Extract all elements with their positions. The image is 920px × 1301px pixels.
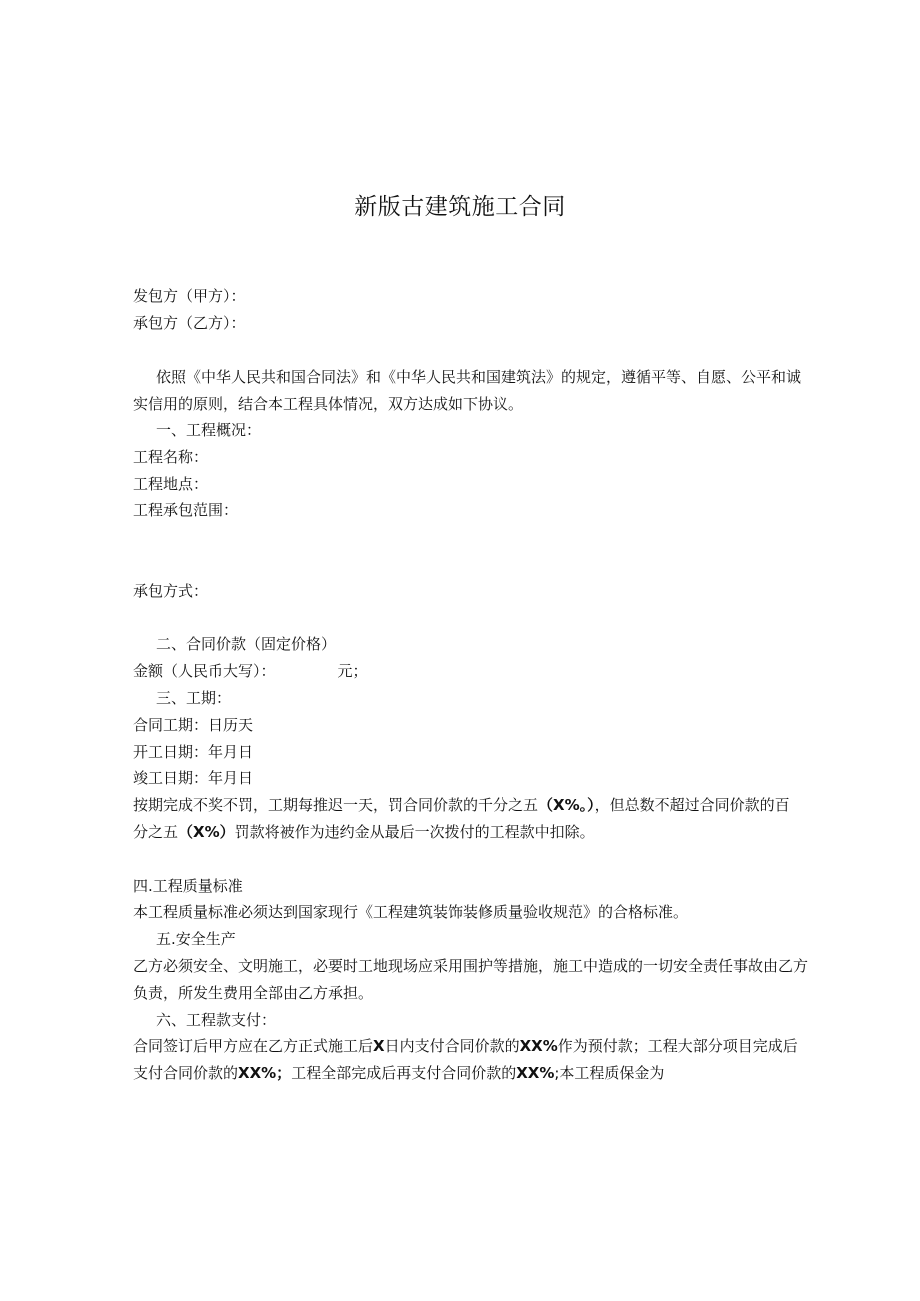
section-3-heading: 三、工期： — [156, 689, 232, 707]
penalty-text-cont: ，但总数不超过合同价款的百 — [594, 796, 790, 814]
payment-text: 合同签订后甲方应在乙方正式施工后 — [133, 1037, 374, 1055]
payment-text: 作为预付款；工程大部分项目完成后 — [557, 1037, 798, 1055]
amount-line — [133, 660, 368, 682]
preamble-line-1: 依照《中华人民共和国合同法》和《中华人民共和国建筑法》的规定，遵循平等、自愿、公平和诚 — [156, 368, 802, 386]
safety-line-1: 乙方必须安全、文明施工，必要时工地现场应采用围护等措施，施工中造成的一切安全责任事故由乙方 — [133, 957, 809, 975]
party-b-line: 承包方（乙方）： — [133, 314, 246, 332]
payment-line-1 — [133, 1035, 798, 1057]
progress-rate: XX%； — [238, 1064, 292, 1082]
party-a-line: 发包方（甲方）： — [133, 287, 246, 305]
amount-label: 金额（人民币大写）： — [133, 662, 276, 680]
quality-text: 本工程质量标准必须达到国家现行《工程建筑装饰装修质量验收规范》的合格标准。 — [133, 903, 689, 921]
section-1-heading: 一、工程概况： — [156, 421, 262, 439]
payment-text: 支付合同价款的 — [133, 1064, 239, 1082]
section-2-heading: 二、合同价款（固定价格） — [156, 635, 337, 653]
duration-field: 合同工期：日历天 — [133, 716, 254, 734]
payment-days: X — [373, 1037, 385, 1055]
payment-text: 工程全部完成后再支付合同价款的 — [291, 1064, 517, 1082]
contract-mode-field: 承包方式： — [133, 582, 209, 600]
penalty-line-1 — [133, 794, 790, 816]
payment-line-2 — [133, 1062, 664, 1084]
penalty-line-2 — [133, 821, 595, 843]
penalty-text: 分之五 — [133, 823, 179, 841]
end-date-field: 竣工日期：年月日 — [133, 769, 254, 787]
completion-rate: XX% — [516, 1064, 555, 1082]
section-4-heading: 四.工程质量标准 — [133, 877, 243, 895]
document-title: 新版古建筑施工合同 — [354, 194, 566, 220]
amount-unit: 元； — [337, 662, 368, 680]
payment-text: 日内支付合同价款的 — [384, 1037, 520, 1055]
project-name-field: 工程名称： — [133, 448, 209, 466]
project-scope-field: 工程承包范围： — [133, 501, 239, 519]
payment-text: ;本工程质保金为 — [554, 1064, 665, 1082]
penalty-rate: （X%。） — [538, 796, 595, 814]
preamble-line-2: 实信用的原则，结合本工程具体情况，双方达成如下协议。 — [133, 395, 524, 413]
section-6-heading: 六、工程款支付： — [156, 1011, 277, 1029]
start-date-field: 开工日期：年月日 — [133, 743, 254, 761]
safety-line-2: 负责，所发生费用全部由乙方承担。 — [133, 984, 374, 1002]
project-location-field: 工程地点： — [133, 475, 209, 493]
penalty-text-cont: 罚款将被作为违约金从最后一次拨付的工程款中扣除。 — [234, 823, 595, 841]
advance-rate: XX% — [519, 1037, 558, 1055]
section-5-heading: 五.安全生产 — [156, 930, 236, 948]
penalty-text: 按期完成不奖不罚，工期每推迟一天，罚合同价款的千分之五 — [133, 796, 539, 814]
penalty-cap-rate: （X%） — [178, 823, 235, 841]
